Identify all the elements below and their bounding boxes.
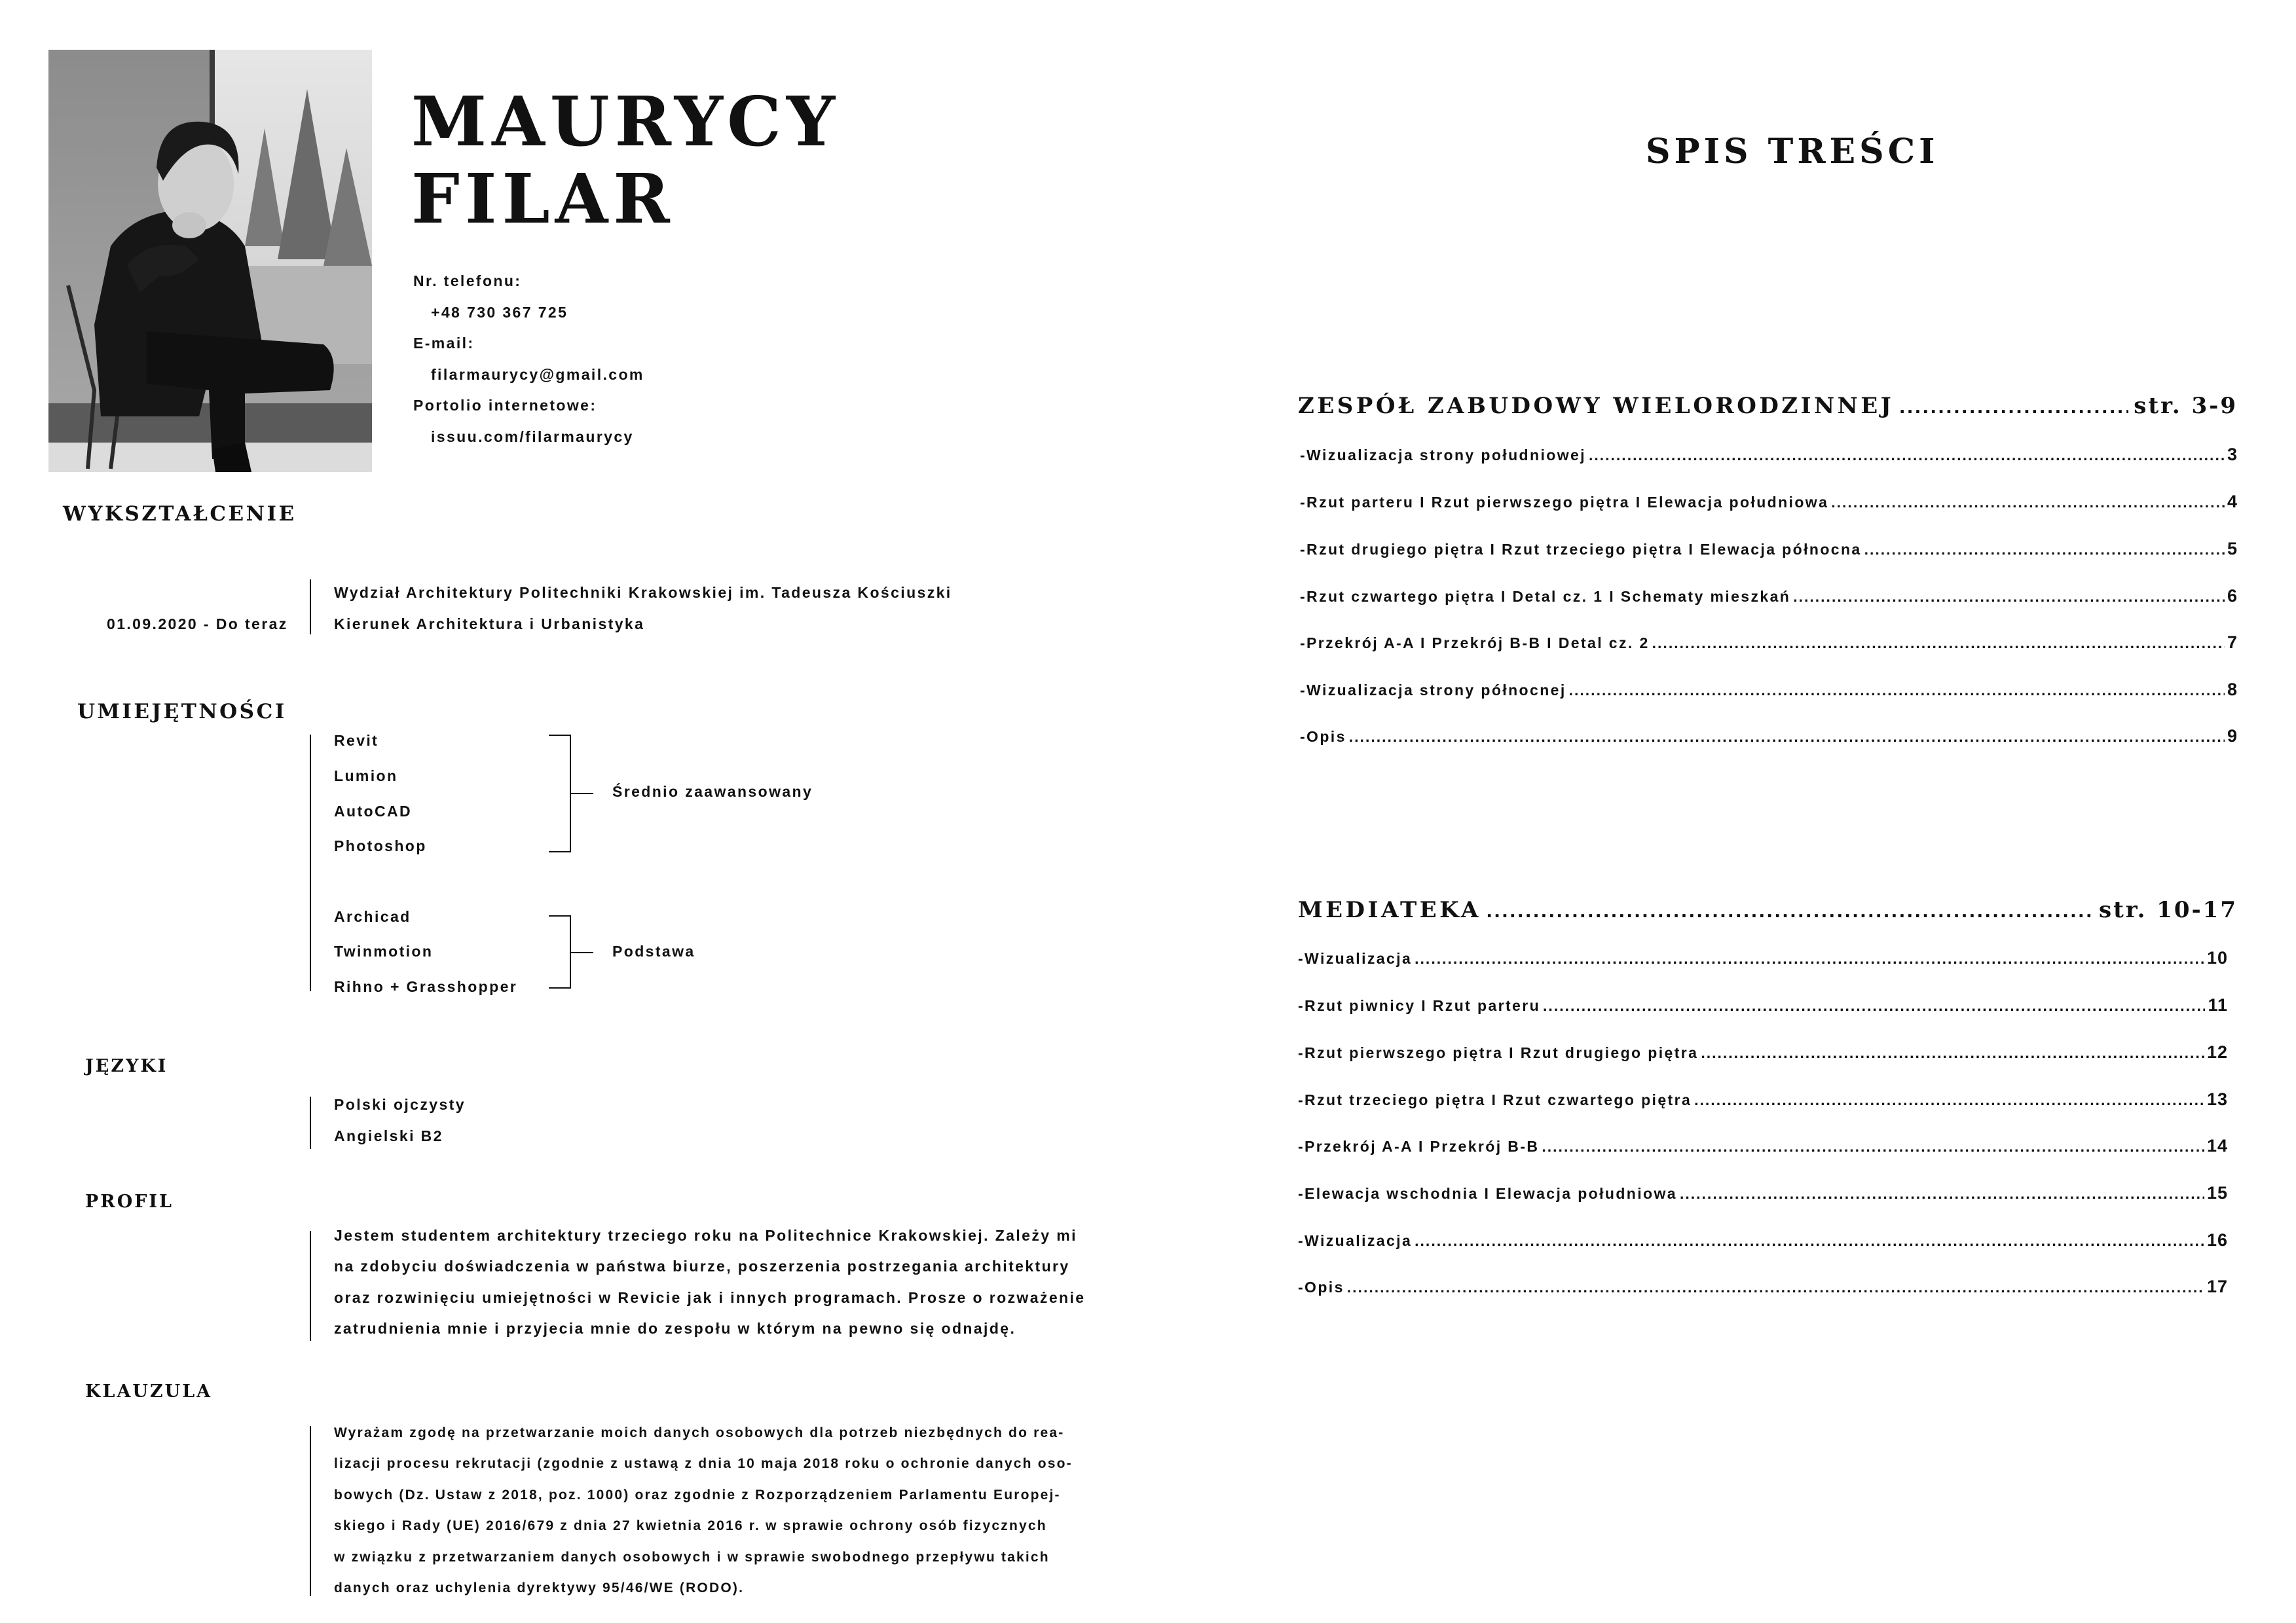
education-school: Wydział Architektury Politechniki Krakowskiej im. Tadeusza Kościuszki	[334, 584, 952, 601]
skill-level-intermediate: Średnio zaawansowany	[612, 783, 813, 800]
toc-entry	[1298, 1091, 2228, 1108]
toc-entry-page: 10	[2206, 948, 2228, 968]
toc-entry	[1298, 1137, 2228, 1155]
toc-entry-page: 4	[2227, 492, 2238, 511]
toc-entry-label: -Opis	[1300, 728, 1346, 745]
skill-item: Rihno + Grasshopper	[334, 978, 518, 995]
toc-entry	[1298, 1278, 2228, 1296]
bracket-bottom	[549, 987, 571, 989]
toc-entry-label: -Wizualizacja strony południowej	[1300, 447, 1586, 464]
toc-leader-dots	[1589, 448, 2225, 463]
languages-heading: JĘZYKI	[85, 1056, 168, 1076]
portfolio-value: issuu.com/filarmaurycy	[431, 428, 634, 445]
skill-item: Twinmotion	[334, 943, 434, 960]
name-last: FILAR	[411, 158, 675, 239]
toc-leader-dots	[1701, 1046, 2204, 1061]
education-date: 01.09.2020 - Do teraz	[107, 615, 288, 632]
toc-entry	[1300, 493, 2238, 511]
bracket-tick	[570, 952, 593, 953]
toc-entry-page: 11	[2208, 995, 2228, 1015]
clause-line: w związku z przetwarzaniem danych osobowych i w sprawie swobodnego przepływu takich	[334, 1550, 1050, 1565]
toc-entry-label: -Rzut trzeciego piętra I Rzut czwartego piętra	[1298, 1091, 1692, 1108]
toc-entry-label: -Rzut pierwszego piętra I Rzut drugiego piętra	[1298, 1044, 1699, 1061]
toc-entry-page: 12	[2206, 1042, 2228, 1062]
toc-leader-dots	[1694, 1093, 2204, 1108]
toc-entry-label: -Wizualizacja	[1298, 1232, 1413, 1249]
skill-level-basic: Podstawa	[612, 943, 695, 960]
toc-leader-dots	[1831, 495, 2225, 510]
toc-entry	[1300, 727, 2238, 745]
language-item: Polski ojczysty	[334, 1096, 466, 1113]
toc-entry	[1298, 996, 2228, 1014]
toc-entry-page: 14	[2206, 1136, 2228, 1156]
name-first: MAURYCY	[411, 81, 841, 162]
toc-entry-page: 5	[2227, 539, 2238, 558]
languages-divider	[310, 1097, 311, 1149]
toc-entry	[1300, 587, 2238, 605]
portrait-illustration	[48, 50, 372, 472]
clause-line: bowych (Dz. Ustaw z 2018, poz. 1000) oraz zgodnie z Rozporządzeniem Parlamentu Europej-	[334, 1487, 1061, 1503]
toc-entry	[1298, 1231, 2228, 1249]
profile-line: oraz rozwinięciu umiejętności w Revicie jak i innych programach. Prosze o rozważenie	[334, 1289, 1086, 1306]
education-major: Kierunek Architektura i Urbanistyka	[334, 615, 645, 632]
toc-entry	[1300, 634, 2238, 651]
toc-leader-dots	[1347, 1280, 2204, 1295]
skill-item: Lumion	[334, 767, 398, 784]
toc-leader-dots	[1680, 1186, 2204, 1201]
profile-heading: PROFIL	[85, 1192, 174, 1212]
toc-title: SPIS TREŚCI	[1646, 132, 1939, 172]
bracket-top	[549, 915, 571, 917]
bracket-top	[549, 735, 571, 736]
phone-value: +48 730 367 725	[431, 304, 568, 321]
education-heading: WYKSZTAŁCENIE	[63, 502, 297, 526]
toc-leader-dots	[1415, 951, 2204, 966]
skill-item: Archicad	[334, 908, 411, 925]
toc-entry-page: 7	[2227, 632, 2238, 652]
toc-entry-label: -Elewacja wschodnia I Elewacja południowa	[1298, 1185, 1677, 1202]
toc-entry-label: -Rzut czwartego piętra I Detal cz. 1 I Schematy mieszkań	[1300, 588, 1791, 605]
toc-entry	[1300, 681, 2238, 699]
toc-entry-page: 6	[2227, 586, 2238, 606]
toc-entry-page: 9	[2227, 726, 2238, 746]
toc-leader-dots	[1899, 395, 2128, 416]
toc-entry-page: 8	[2227, 680, 2238, 699]
toc-leader-dots	[1349, 729, 2225, 744]
skills-divider	[310, 735, 311, 991]
toc-entry	[1298, 949, 2228, 967]
toc-section-pages: str. 3-9	[2134, 393, 2238, 419]
toc-entry	[1298, 1184, 2228, 1202]
toc-entry-page: 13	[2206, 1089, 2228, 1109]
toc-leader-dots	[1487, 900, 2094, 921]
toc-entry-label: -Wizualizacja	[1298, 950, 1413, 967]
skills-heading: UMIEJĘTNOŚCI	[77, 700, 287, 723]
language-item: Angielski B2	[334, 1127, 443, 1144]
bracket-tick	[570, 793, 593, 794]
toc-entry-label: -Przekrój A-A I Przekrój B-B I Detal cz. 2	[1300, 634, 1650, 651]
toc-entry-label: -Rzut piwnicy I Rzut parteru	[1298, 997, 1541, 1014]
education-divider	[310, 579, 311, 634]
email-value: filarmaurycy@gmail.com	[431, 366, 644, 383]
toc-section-title: MEDIATEKA	[1298, 897, 1481, 923]
toc-entry-label: -Opis	[1298, 1279, 1344, 1296]
toc-entry-page: 16	[2206, 1230, 2228, 1250]
bracket-bottom	[549, 851, 571, 852]
profile-line: Jestem studentem architektury trzeciego roku na Politechnice Krakowskiej. Zależy mi	[334, 1227, 1077, 1244]
profile-divider	[310, 1231, 311, 1341]
profile-line: na zdobyciu doświadczenia w państwa biurze, poszerzenia postrzegania architektury	[334, 1258, 1070, 1275]
toc-entry-page: 17	[2206, 1277, 2228, 1296]
phone-label: Nr. telefonu:	[413, 272, 522, 289]
clause-heading: KLAUZULA	[85, 1381, 213, 1402]
toc-section-pages: str. 10-17	[2098, 897, 2238, 923]
skill-item: Revit	[334, 732, 379, 749]
toc-leader-dots	[1543, 998, 2205, 1013]
portfolio-label: Portolio internetowe:	[413, 397, 597, 414]
toc-entry-page: 15	[2206, 1183, 2228, 1203]
toc-entry	[1300, 446, 2238, 464]
clause-divider	[310, 1426, 311, 1596]
skill-item: Photoshop	[334, 837, 427, 854]
toc-entry-label: -Rzut parteru I Rzut pierwszego piętra I Elewacja południowa	[1300, 494, 1829, 511]
profile-line: zatrudnienia mnie i przyjecia mnie do zespołu w którym na pewno się odnajdę.	[334, 1320, 1016, 1337]
toc-entry-label: -Wizualizacja strony północnej	[1300, 682, 1566, 699]
clause-line: danych oraz uchylenia dyrektywy 95/46/WE (RODO).	[334, 1580, 745, 1596]
clause-line: lizacji procesu rekrutacji (zgodnie z ustawą z dnia 10 maja 2018 roku o ochronie danych oso-	[334, 1456, 1073, 1471]
clause-line: Wyrażam zgodę na przetwarzanie moich danych osobowych dla potrzeb niezbędnych do rea-	[334, 1425, 1065, 1440]
toc-entry	[1300, 540, 2238, 558]
toc-entry-label: -Rzut drugiego piętra I Rzut trzeciego piętra I Elewacja północna	[1300, 541, 1862, 558]
toc-entry	[1298, 1044, 2228, 1061]
toc-leader-dots	[1864, 542, 2225, 557]
toc-leader-dots	[1542, 1139, 2204, 1154]
toc-leader-dots	[1652, 636, 2225, 651]
toc-leader-dots	[1793, 589, 2225, 604]
toc-entry-label: -Przekrój A-A I Przekrój B-B	[1298, 1138, 1540, 1155]
toc-entry-page: 3	[2227, 445, 2238, 464]
email-label: E-mail:	[413, 335, 475, 352]
portrait-photo	[48, 50, 372, 472]
toc-leader-dots	[1415, 1233, 2204, 1249]
toc-section-title: ZESPÓŁ ZABUDOWY WIELORODZINNEJ	[1298, 393, 1895, 419]
toc-section-header	[1298, 899, 2238, 921]
toc-leader-dots	[1569, 683, 2225, 698]
toc-section-header	[1298, 395, 2238, 417]
clause-line: skiego i Rady (UE) 2016/679 z dnia 27 kwietnia 2016 r. w sprawie ochrony osób fizycznych	[334, 1518, 1047, 1533]
skill-item: AutoCAD	[334, 803, 412, 820]
